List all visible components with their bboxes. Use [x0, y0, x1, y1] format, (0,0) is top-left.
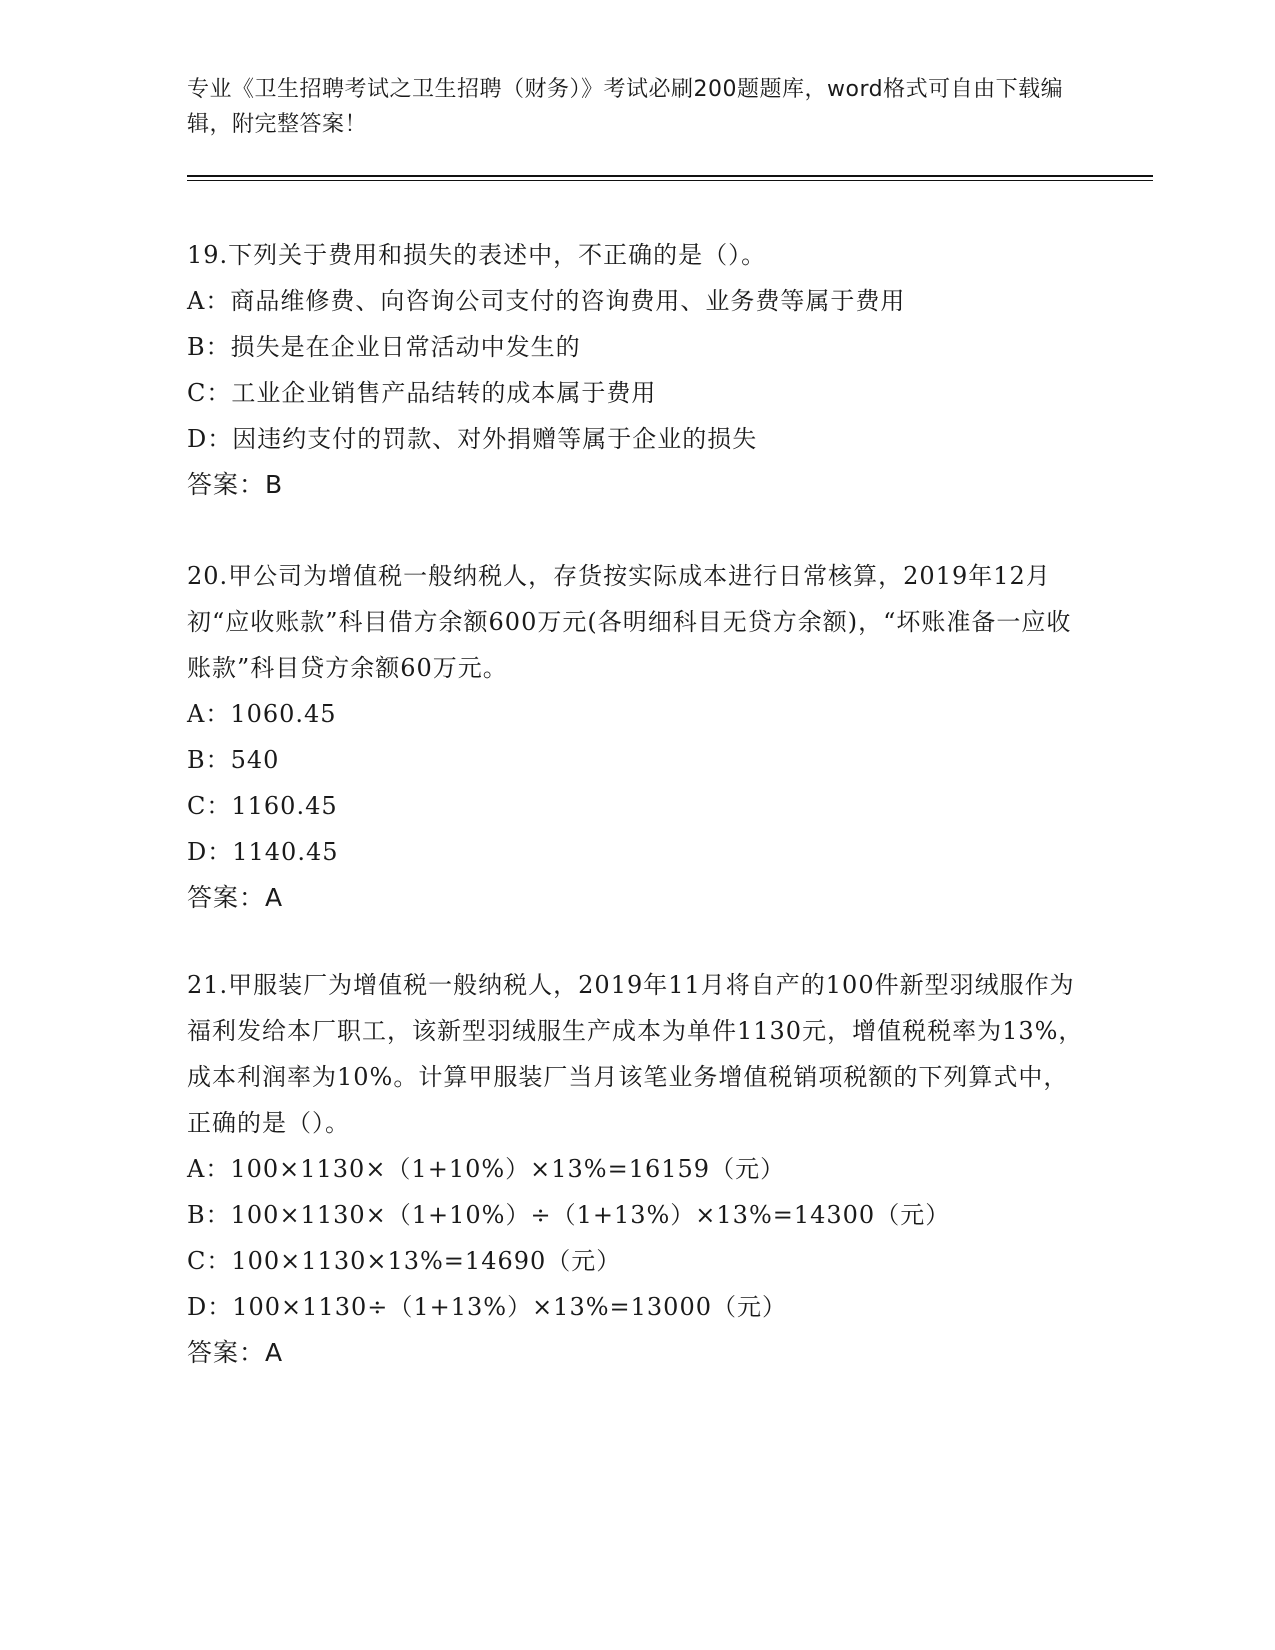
option-b: B：损失是在企业日常活动中发生的 — [187, 333, 581, 361]
option-a: A：100×1130×（1+10%）×13%=16159（元） — [187, 1155, 786, 1183]
option-c: C：1160.45 — [187, 792, 338, 820]
answer: 答案：A — [187, 1338, 284, 1367]
question-20 — [187, 553, 1087, 921]
answer: 答案：B — [187, 470, 284, 499]
option-d: D：100×1130÷（1+13%）×13%=13000（元） — [187, 1293, 787, 1321]
option-d: D：因违约支付的罚款、对外捐赠等属于企业的损失 — [187, 425, 758, 453]
question-stem: 21.甲服装厂为增值税一般纳税人，2019年11月将自产的100件新型羽绒服作为福利发给本厂职工，该新型羽绒服生产成本为单件1130元，增值税税率为13%，成本利润率为10%。计算甲服装厂当月该笔业务增值税销项税额的下列算式中，正确的是（）。 — [187, 971, 1084, 1137]
option-b: B：100×1130×（1+10%）÷（1+13%）×13%=14300（元） — [187, 1201, 951, 1229]
question-stem: 20.甲公司为增值税一般纳税人，存货按实际成本进行日常核算，2019年12月初“应收账款”科目借方余额600万元(各明细科目无贷方余额)，“坏账准备一应收账款”科目贷方余额60万元。 — [187, 562, 1072, 682]
document-header — [187, 72, 1067, 142]
option-a: A：1060.45 — [187, 700, 337, 728]
question-21 — [187, 962, 1087, 1376]
option-b: B：540 — [187, 746, 280, 774]
question-19 — [187, 232, 1087, 508]
header-divider-thick — [187, 175, 1153, 177]
option-c: C：工业企业销售产品结转的成本属于费用 — [187, 379, 657, 407]
header-divider-thin — [187, 180, 1153, 181]
answer: 答案：A — [187, 883, 284, 912]
option-d: D：1140.45 — [187, 838, 339, 866]
option-c: C：100×1130×13%=14690（元） — [187, 1247, 622, 1275]
option-a: A：商品维修费、向咨询公司支付的咨询费用、业务费等属于费用 — [187, 287, 906, 315]
header-text: 专业《卫生招聘考试之卫生招聘（财务）》考试必刷200题题库，word格式可自由下载编辑，附完整答案！ — [187, 77, 1064, 137]
question-stem: 19.下列关于费用和损失的表述中，不正确的是（）。 — [187, 241, 767, 269]
